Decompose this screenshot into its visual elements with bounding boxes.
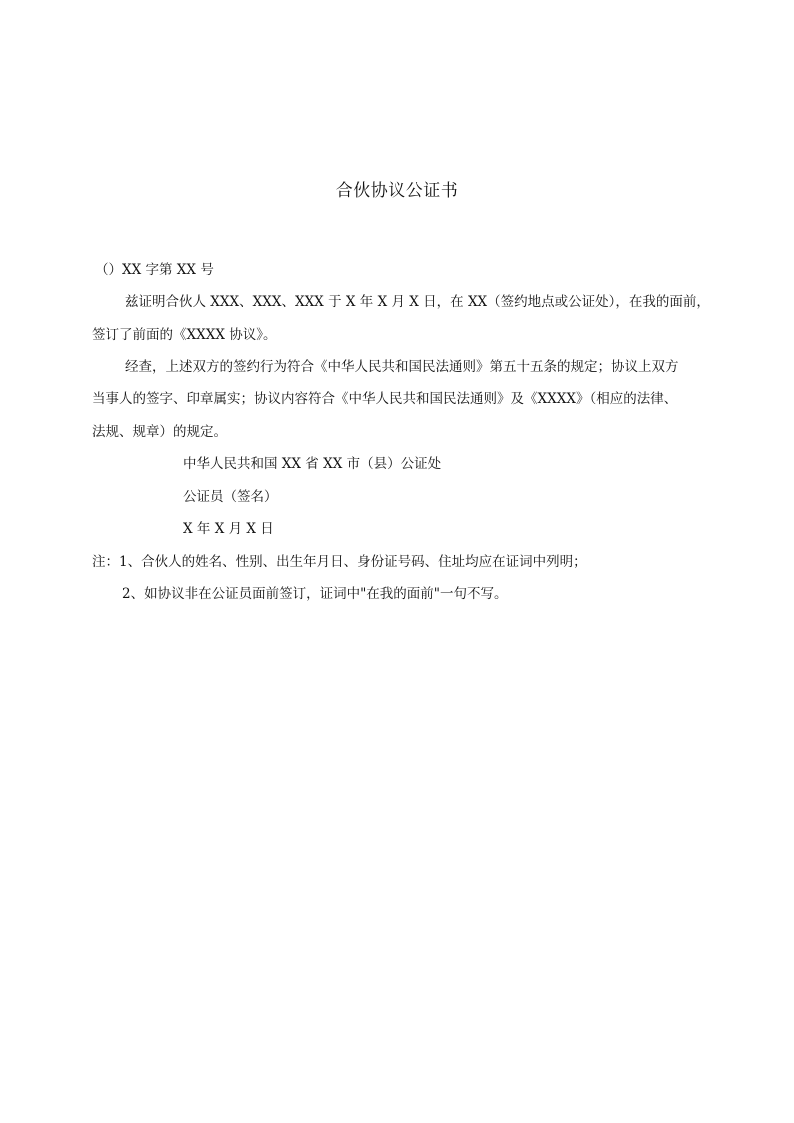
certification-paragraph-line-2: 签订了前面的《XXXX 协议》。 <box>92 327 277 343</box>
verification-paragraph-line-2: 当事人的签字、印章属实；协议内容符合《中华人民共和国民法通则》及《XXXX》（相应的法律、 <box>92 391 678 407</box>
document-title: 合伙协议公证书 <box>335 181 459 201</box>
notary-office: 中华人民共和国 XX 省 XX 市（县）公证处 <box>183 456 442 472</box>
document-number: （）XX 字第 XX 号 <box>95 262 214 278</box>
notary-signature: 公证员（签名） <box>183 489 278 505</box>
note-2: 2、如协议非在公证员面前签订，证词中"在我的面前"一句不写。 <box>122 586 508 602</box>
verification-paragraph-line-3: 法规、规章）的规定。 <box>92 424 227 440</box>
verification-paragraph-line-1: 经查，上述双方的签约行为符合《中华人民共和国民法通则》第五十五条的规定；协议上双方 <box>125 359 679 375</box>
certification-paragraph-line-1: 兹证明合伙人 XXX、XXX、XXX 于 X 年 X 月 X 日，在 XX（签约地点或公证处），在我的面前， <box>125 294 710 310</box>
note-1: 注：1、合伙人的姓名、性别、出生年月日、身份证号码、住址均应在证词中列明； <box>92 554 587 570</box>
signature-date: X 年 X 月 X 日 <box>183 521 274 537</box>
